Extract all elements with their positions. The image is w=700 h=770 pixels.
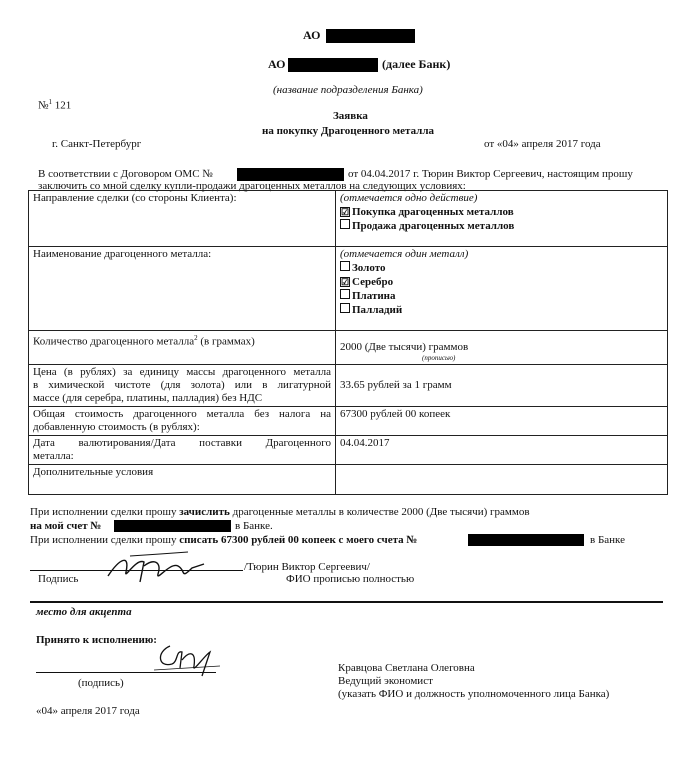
document-number: №$^1$ 121 xyxy=(38,98,72,112)
checkbox-box: ☑ xyxy=(341,277,350,287)
redacted-bank-name xyxy=(326,29,415,43)
price-value: 33.65 рублей за 1 грамм xyxy=(336,365,668,407)
subdivision-note: (название подразделения Банка) xyxy=(273,84,423,96)
document-title: Заявка xyxy=(333,110,368,122)
valuation-value: 04.04.2017 xyxy=(336,436,668,465)
client-name: /Тюрин Виктор Сергеевич/ xyxy=(244,561,370,573)
officer-title: Ведущий экономист xyxy=(338,675,433,687)
bank-suffix: (далее Банк) xyxy=(382,57,451,71)
row-price xyxy=(29,365,668,407)
quantity-value-cell xyxy=(336,331,668,365)
checkbox-box xyxy=(340,219,350,229)
officer-sign-label: (подпись) xyxy=(78,677,124,689)
document-subtitle: на покупку Драгоценного металла xyxy=(262,125,435,137)
quantity-note: (прописью) xyxy=(422,354,456,362)
checkbox-silver[interactable]: ☑ Серебро xyxy=(341,276,394,288)
valuation-label: Дата валютирования/Дата поставки Драгоценного металла: xyxy=(29,436,336,465)
quantity-label: Количество драгоценного металла$^2$ (в граммах) xyxy=(29,331,336,365)
metal-options xyxy=(336,247,668,331)
officer-signature-line xyxy=(36,672,216,673)
direction-options xyxy=(336,191,668,247)
additional-label: Дополнительные условия xyxy=(29,465,336,495)
credit-line: При исполнении сделки прошу зачислить драгоценные металлы в количестве 2000 (Две тысячи) граммов xyxy=(30,506,530,518)
metal-hint: (отмечается один металл) xyxy=(340,248,469,260)
checkbox-palladium[interactable]: Палладий xyxy=(340,303,663,317)
checkbox-box xyxy=(340,303,350,313)
total-label: Общая стоимость драгоценного металла без налога на добавленную стоимость (в рублях): xyxy=(29,407,336,436)
price-label: Цена (в рублях) за единицу массы драгоценного металла в химической чистоте (для золота) или в лигатурной массе (для серебра, платины, палладия) без НДС xyxy=(29,365,336,407)
client-signature-image xyxy=(100,548,210,588)
acceptance-place: место для акцепта xyxy=(36,606,132,618)
client-sign-label: Подпись xyxy=(38,573,79,585)
client-fio-label: ФИО прописью полностью xyxy=(286,573,415,585)
intro-part1: В соответствии с Договором ОМС № xyxy=(38,168,213,180)
document-date: от «04» апреля 2017 года xyxy=(484,138,601,150)
account-tail: в Банке. xyxy=(235,520,273,532)
row-metal xyxy=(29,247,668,331)
redacted-metal-account xyxy=(114,520,231,532)
direction-label: Направление сделки (со стороны Клиента): xyxy=(29,191,336,247)
checkbox-box: ☑ xyxy=(341,207,350,217)
debit-line: При исполнении сделки прошу списать 67300 рублей 00 копеек с моего счета № xyxy=(30,534,418,546)
metal-label: Наименование драгоценного металла: xyxy=(29,247,336,331)
accepted-label: Принято к исполнению: xyxy=(36,634,157,646)
row-total xyxy=(29,407,668,436)
account-label: на мой счет № xyxy=(30,520,102,532)
header-ao-2: АО xyxy=(268,57,286,71)
header-ao-1: АО xyxy=(303,28,321,42)
checkbox-buy[interactable]: ☑ Покупка драгоценных металлов xyxy=(341,206,514,218)
officer-name: Кравцова Светлана Олеговна xyxy=(338,662,475,674)
city: г. Санкт-Петербург xyxy=(52,138,142,150)
officer-note: (указать ФИО и должность уполномоченного лица Банка) xyxy=(338,688,610,700)
additional-value xyxy=(336,465,668,495)
checkbox-box xyxy=(340,289,350,299)
acceptance-date: «04» апреля 2017 года xyxy=(36,705,140,717)
intro-line2: заключить со мной сделку купли-продажи драгоценных металлов на следующих условиях: xyxy=(38,180,466,192)
redacted-subdivision xyxy=(288,58,378,72)
direction-hint: (отмечается одно действие) xyxy=(340,192,478,204)
conditions-table xyxy=(28,190,668,495)
row-additional xyxy=(29,465,668,495)
quantity-value: 2000 (Две тысячи) граммов xyxy=(340,341,469,353)
total-value: 67300 рублей 00 копеек xyxy=(336,407,668,436)
checkbox-sell[interactable]: Продажа драгоценных металлов xyxy=(340,219,663,233)
row-direction xyxy=(29,191,668,247)
acceptance-divider xyxy=(30,601,663,603)
row-valuation xyxy=(29,436,668,465)
redacted-ruble-account xyxy=(468,534,584,546)
checkbox-platinum[interactable]: Платина xyxy=(340,289,663,303)
checkbox-gold[interactable]: Золото xyxy=(340,261,663,275)
debit-tail: в Банке xyxy=(590,534,625,546)
checkbox-box xyxy=(340,261,350,271)
client-signature-line xyxy=(30,570,243,571)
intro-part2: от 04.04.2017 г. Тюрин Виктор Сергеевич, настоящим прошу xyxy=(348,168,633,180)
row-quantity xyxy=(29,331,668,365)
